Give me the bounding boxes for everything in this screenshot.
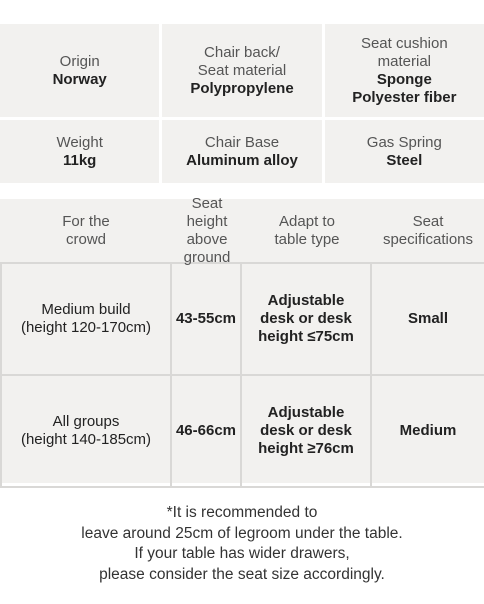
cell-table-type: Adjustable desk or desk height ≤75cm bbox=[242, 264, 372, 374]
cell-crowd: All groups (height 140-185cm) bbox=[0, 376, 172, 486]
table-row bbox=[0, 264, 484, 376]
spec-value: 11kg bbox=[62, 151, 97, 169]
header-seat-height: Seat height above ground bbox=[183, 194, 231, 266]
spec-label: Weight bbox=[56, 133, 103, 151]
spec-weight bbox=[0, 120, 159, 183]
note-line: If your table has wider drawers, bbox=[134, 545, 350, 562]
spec-label: Origin bbox=[59, 52, 100, 70]
size-table-header bbox=[0, 194, 484, 266]
cell-seat-height: 46-66cm bbox=[172, 376, 242, 486]
spec-chair-base bbox=[162, 120, 321, 183]
cell-seat-spec: Small bbox=[407, 310, 449, 327]
spec-value: Polypropylene bbox=[190, 79, 294, 97]
note-line: *It is recommended to bbox=[166, 504, 318, 521]
spec-label: Chair back/ Seat material bbox=[197, 43, 287, 79]
spec-seat-cushion-material bbox=[325, 24, 484, 117]
spec-value: Sponge Polyester fiber bbox=[352, 70, 457, 106]
spec-row bbox=[0, 120, 484, 183]
spec-value: Steel bbox=[386, 151, 423, 169]
header-seat-spec: Seat specifications bbox=[382, 212, 474, 248]
legroom-note bbox=[0, 503, 484, 585]
spec-row bbox=[0, 24, 484, 117]
note-line: leave around 25cm of legroom under the table. bbox=[81, 524, 403, 542]
spec-label: Gas Spring bbox=[366, 133, 442, 151]
size-table-body bbox=[0, 262, 484, 488]
spec-value: Aluminum alloy bbox=[186, 151, 298, 169]
header-table-type: Adapt to table type bbox=[274, 212, 340, 248]
spec-origin bbox=[0, 24, 159, 117]
spec-gas-spring bbox=[325, 120, 484, 183]
spec-label: Seat cushion material bbox=[360, 34, 448, 70]
table-row bbox=[0, 376, 484, 488]
spec-label: Chair Base bbox=[204, 133, 280, 151]
note-line: please consider the seat size accordingly. bbox=[99, 565, 385, 583]
cell-seat-height: 43-55cm bbox=[172, 264, 242, 374]
cell-table-type: Adjustable desk or desk height ≥76cm bbox=[242, 376, 372, 486]
header-crowd: For the crowd bbox=[62, 212, 110, 248]
cell-seat-spec: Medium bbox=[399, 422, 457, 439]
cell-crowd: Medium build (height 120-170cm) bbox=[0, 264, 172, 374]
spec-value: Norway bbox=[52, 70, 107, 88]
specifications-grid bbox=[0, 24, 484, 186]
size-table bbox=[0, 194, 484, 483]
spec-chair-back-material bbox=[162, 24, 321, 117]
